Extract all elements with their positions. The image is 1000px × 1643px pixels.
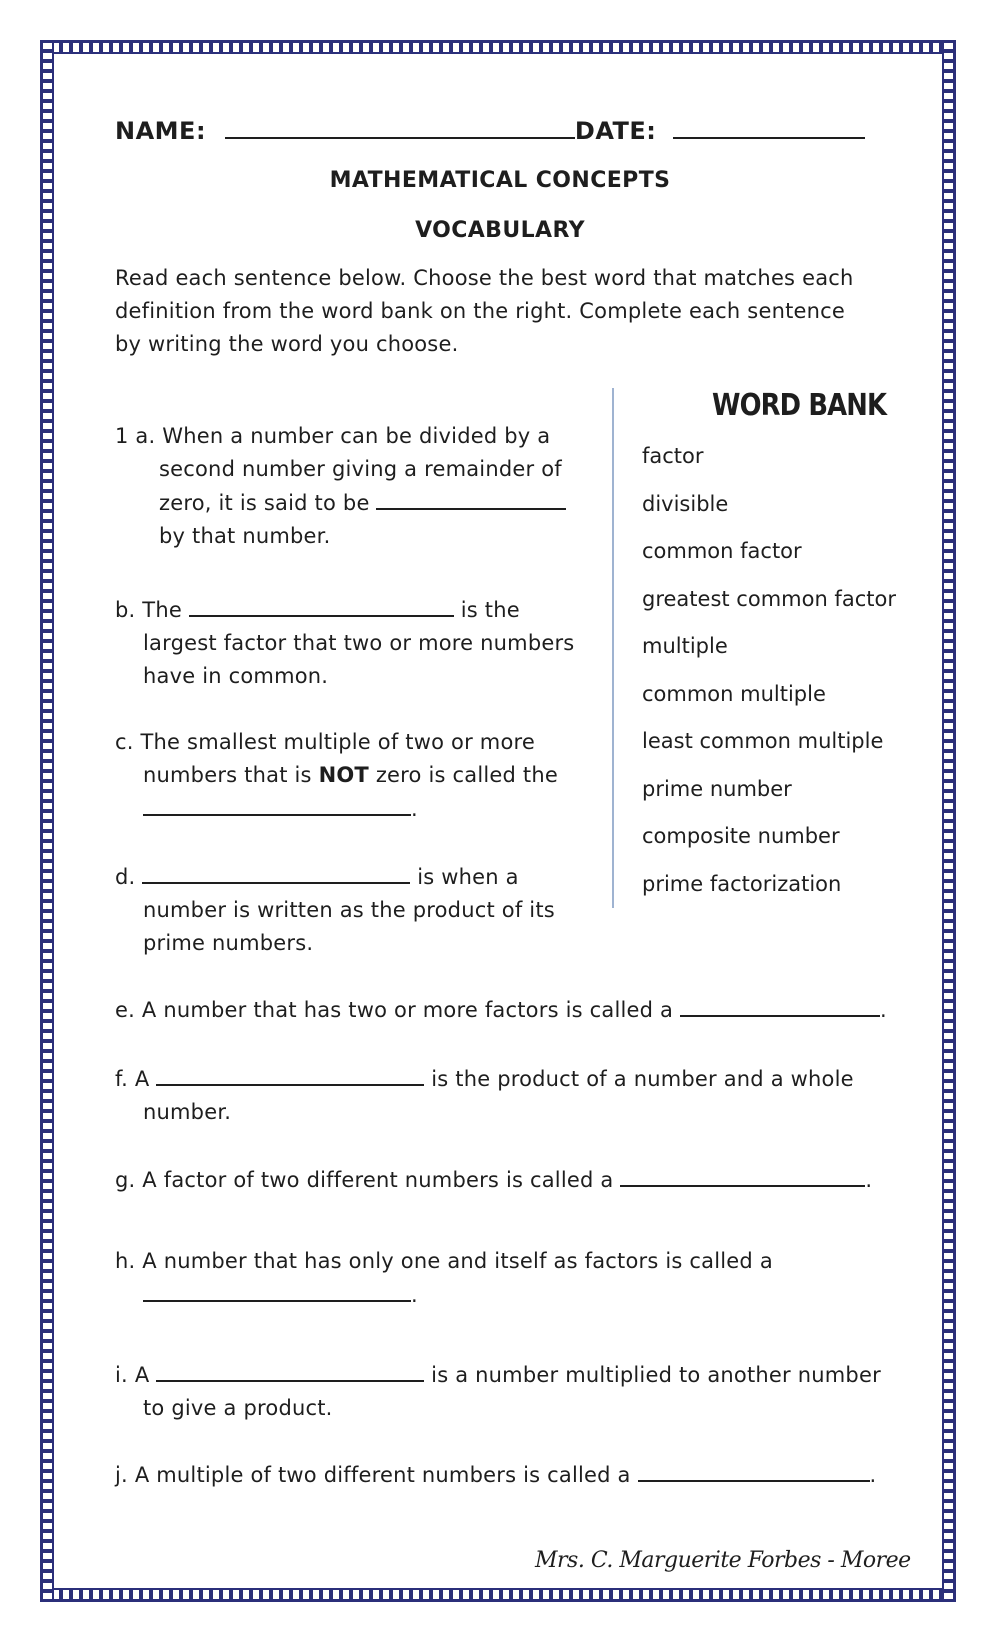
instructions: Read each sentence below. Choose the best word that matches each definition from the word bank on the right. Complete each sentence by writing the word you choose. — [115, 266, 854, 356]
question-text: A number that has two or more factors is called a — [141, 998, 674, 1022]
question-text: A — [134, 1067, 150, 1091]
question-text: is the — [460, 598, 520, 622]
question-text: is a number multiplied to another number — [431, 1363, 881, 1387]
question-d — [115, 860, 595, 960]
word-bank-item: multiple — [642, 634, 728, 658]
answer-blank-d[interactable] — [142, 860, 410, 884]
border-top — [40, 40, 956, 54]
word-bank-item: common multiple — [642, 681, 826, 706]
border-right — [942, 40, 956, 1602]
question-label: h. — [115, 1249, 136, 1273]
name-label: NAME: — [115, 117, 207, 145]
name-blank[interactable] — [225, 115, 575, 139]
question-text: is the product of a number and a whole — [431, 1067, 854, 1091]
word-bank-item: prime factorization — [642, 871, 842, 896]
answer-blank-f[interactable] — [156, 1062, 424, 1086]
question-b — [115, 593, 595, 693]
name-date-line — [115, 115, 875, 145]
question-text: When a number can be divided by a — [162, 424, 551, 448]
question-text: A factor of two different numbers is called a — [142, 1168, 614, 1192]
question-text: prime numbers. — [143, 931, 314, 955]
question-text: by that number. — [159, 524, 331, 548]
column-divider — [612, 388, 614, 908]
question-text: The smallest multiple of two or more — [140, 730, 535, 754]
word-bank-item: factor — [642, 444, 704, 468]
answer-blank-c[interactable] — [143, 792, 411, 816]
answer-blank-g[interactable] — [620, 1163, 865, 1187]
question-1a — [115, 420, 595, 553]
question-h: h. A number that has only one and itself as factors is called a . — [115, 1249, 773, 1307]
question-text: zero is called the — [375, 763, 558, 787]
answer-blank-h[interactable] — [143, 1278, 411, 1302]
word-bank-item: greatest common factor — [642, 586, 896, 611]
question-c: c. The smallest multiple of two or more numbers that is NOT zero is called the . — [115, 730, 558, 821]
answer-blank-1a[interactable] — [376, 486, 566, 510]
question-label: 1 a. — [115, 424, 156, 448]
author-credit: Mrs. C. Marguerite Forbes - Moree — [535, 1548, 911, 1573]
question-text: A number that has only one and itself as factors is called a — [142, 1249, 773, 1273]
emphasis-not: NOT — [318, 763, 369, 787]
question-text: number is written as the product of its — [143, 898, 555, 922]
question-text: is when a — [417, 865, 519, 889]
answer-blank-i[interactable] — [156, 1358, 424, 1382]
word-bank-item: composite number — [642, 824, 840, 848]
question-label: j. — [115, 1463, 128, 1487]
question-text: A multiple of two different numbers is called a — [134, 1463, 631, 1487]
border-left — [40, 40, 54, 1602]
question-text: numbers that is — [143, 763, 312, 787]
question-text: number. — [143, 1100, 232, 1124]
page-subtitle: VOCABULARY — [415, 218, 585, 243]
answer-blank-e[interactable] — [680, 993, 880, 1017]
date-blank[interactable] — [673, 115, 865, 139]
question-label: f. — [115, 1067, 128, 1091]
border-bottom — [40, 1588, 956, 1602]
question-label: b. — [115, 598, 136, 622]
question-g: g. A factor of two different numbers is called a . — [115, 1163, 895, 1197]
question-text: to give a product. — [143, 1396, 333, 1420]
question-label: e. — [115, 998, 135, 1022]
page-title: MATHEMATICAL CONCEPTS — [329, 168, 671, 193]
word-bank-item: least common multiple — [642, 729, 884, 753]
question-text: have in common. — [143, 664, 329, 688]
question-text: zero, it is said to be — [159, 491, 370, 515]
question-text: A — [134, 1363, 150, 1387]
question-label: i. — [115, 1363, 128, 1387]
question-i — [115, 1358, 895, 1425]
word-bank-list — [642, 442, 896, 917]
word-bank-item: prime number — [642, 776, 792, 801]
word-bank-title: WORD BANK — [712, 388, 887, 423]
question-j: j. A multiple of two different numbers is called a . — [115, 1458, 895, 1492]
answer-blank-j[interactable] — [638, 1458, 870, 1482]
question-label: g. — [115, 1168, 136, 1192]
question-text: largest factor that two or more numbers — [143, 631, 575, 655]
word-bank-item: common factor — [642, 539, 802, 563]
question-text: second number giving a remainder of — [159, 457, 562, 481]
question-label: c. — [115, 730, 134, 754]
word-bank-item: divisible — [642, 491, 729, 516]
answer-blank-b[interactable] — [189, 593, 454, 617]
question-label: d. — [115, 865, 136, 889]
question-e: e. A number that has two or more factors is called a . — [115, 993, 895, 1027]
date-label: DATE: — [574, 117, 657, 145]
question-f — [115, 1062, 895, 1129]
question-text: The — [142, 598, 182, 622]
